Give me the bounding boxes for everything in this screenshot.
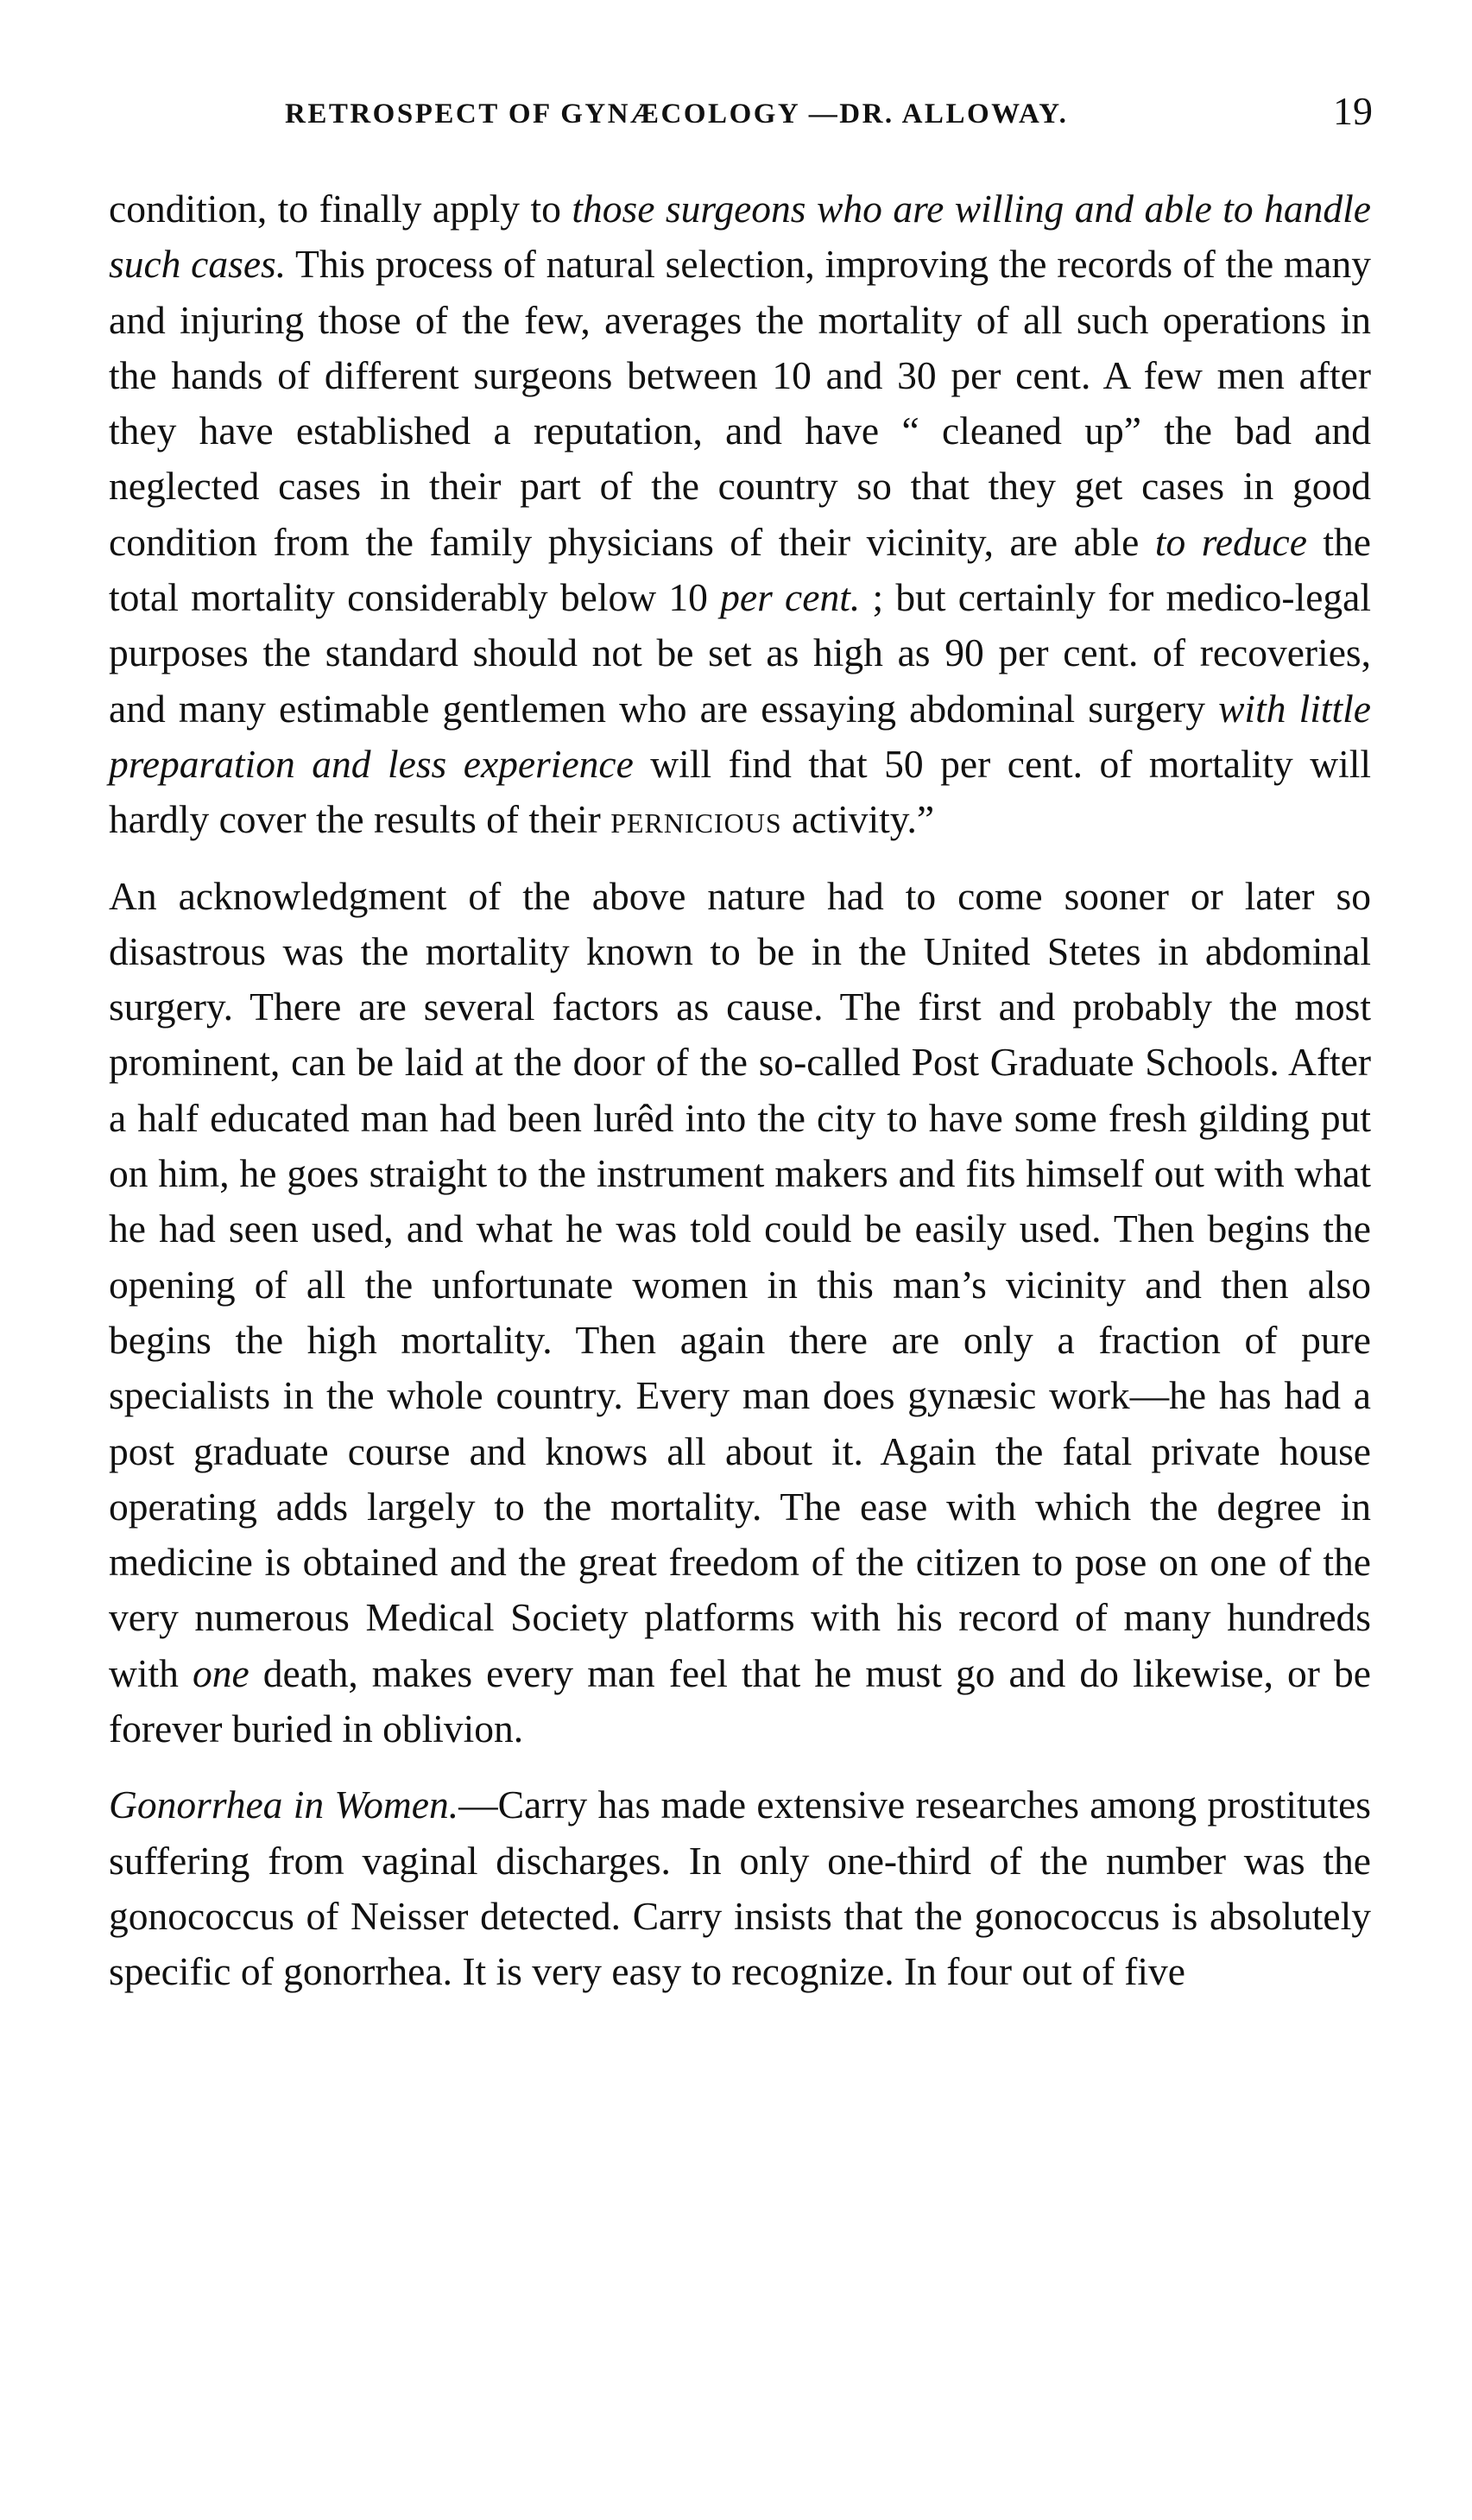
text-run: the total mortality considerably below 10 xyxy=(109,519,1372,620)
italic-run: those surgeons who are willing and able to handle such cases. xyxy=(109,187,1371,287)
text-run: —Carry has made extensive researches among prostitutes suffering from vaginal discharges. In only one-third of the number was the gonococcus of Neisser detected. Carry insists that the gonococcus is absolutely specific of gonorrhea. It is very easy to recognize. In four out of five xyxy=(109,1782,1371,1994)
italic-run: per cent. xyxy=(720,575,861,620)
text-run: condition, to finally apply to xyxy=(109,187,572,231)
text-run: ; but certainly for medico-legal purposes the standard should not be set as high as 90 per cent. of recoveries, and many estimable gentlemen who are essaying abdominal surgery xyxy=(109,575,1371,731)
text-run: will find that 50 per cent. of mortality will hardly cover the results of their xyxy=(109,741,1371,842)
body-text xyxy=(109,181,1371,2000)
italic-run: one xyxy=(193,1650,250,1695)
paragraph-continuation xyxy=(109,181,1371,848)
text-run: death, makes every man feel that he must go and do likewise, or be forever buried in oblivion. xyxy=(109,1650,1371,1751)
paragraph-mortality xyxy=(109,869,1371,1757)
paragraph-gonorrhea xyxy=(109,1777,1371,1999)
page-number: 19 xyxy=(1333,89,1373,133)
text-run: An acknowledgment of the above nature had to come sooner or later so disastrous was the mortality known to be in the United Stetes in abdominal surgery. There are several factors as cause. The first and probably the most prominent, can be laid at the door of the so-called Post Graduate Schools. After a half educated man had been lurêd into the city to have some fresh gilding put on him, he goes straight to the instrument makers and fits himself out with what he had seen used, and what he was told could be easily used. Then begins the opening of all the unfortunate women in this man’s vicinity and then also begins the high mortality. Then again there are only a fraction of pure specialists in the whole country. Every man does gynæsic work—he has had a post graduate course and knows all about it. Again the fatal private house operating adds largely to the mortality. The ease with which the degree in medicine is obtained and the great freedom of the citizen to pose on one of the very numerous Medical Society platforms with his record of many hundreds with xyxy=(109,873,1371,1695)
italic-run: with little preparation and less experience xyxy=(109,686,1371,786)
running-head: RETROSPECT OF GYNÆCOLOGY —DR. ALLOWAY. xyxy=(285,98,1069,130)
section-heading: Gonorrhea in Women. xyxy=(109,1782,459,1827)
italic-run: to reduce xyxy=(1154,519,1307,564)
small-caps-run: pernicious xyxy=(610,797,782,842)
text-run: activity.” xyxy=(781,797,935,842)
page-header xyxy=(285,83,1373,143)
text-run: This process of natural selection, improving the records of the many and injuring those of the few, averages the mortality of all such operations in the hands of different surgeons between 10 and 30 per cent. A few men after they have established a reputation, and have “ cleaned up” the bad and neglected cases in their part of the country so that they get cases in good condition from the family physicians of their vicinity, are able xyxy=(109,242,1371,564)
